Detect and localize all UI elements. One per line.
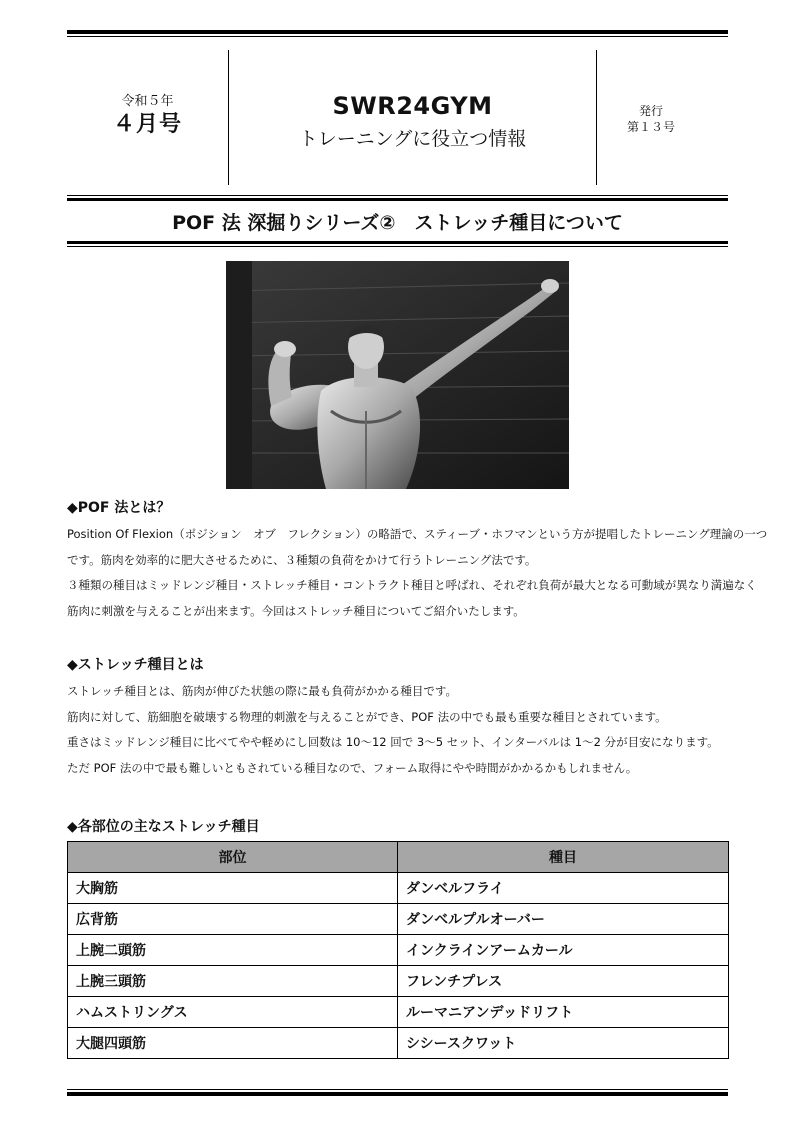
- newsletter-title: SWR24GYM: [332, 92, 493, 120]
- pof-paragraph: [67, 522, 768, 624]
- body-part-cell: 大腿四頭筋: [68, 1028, 398, 1059]
- pof-line: Position Of Flexion（ポジション オブ フレクション）の略語で、スティーブ・ホフマンという方が提唱したトレーニング理論の一つ: [67, 527, 768, 541]
- title-band-rule-2: [67, 198, 728, 201]
- article-title: POF 法 深掘りシリーズ② ストレッチ種目について: [172, 212, 623, 234]
- bodybuilder-photo: [226, 261, 569, 489]
- exercise-cell: インクラインアームカール: [398, 935, 729, 966]
- stretch-heading: ◆ストレッチ種目とは: [67, 657, 204, 673]
- stretch-paragraph: [67, 679, 732, 781]
- column-header-body-part: 部位: [68, 842, 398, 873]
- footer-rule-thick: [67, 1092, 728, 1096]
- table-row: [68, 935, 729, 966]
- exercise-cell: シシースクワット: [398, 1028, 729, 1059]
- table-row: [68, 966, 729, 997]
- body-part-cell: 上腕二頭筋: [68, 935, 398, 966]
- masthead: [229, 50, 596, 185]
- stretch-line: ストレッチ種目とは、筋肉が伸びた状態の際に最も負荷がかかる種目です。: [67, 684, 457, 698]
- stretch-line: 重さはミッドレンジ種目に比べてやや軽めにし回数は 10～12 回で 3～5 セット、インターバルは 1～2 分が目安になります。: [67, 735, 719, 749]
- title-band-rule-1: [67, 195, 728, 196]
- header-top-rule-thick: [67, 30, 728, 34]
- published-label: 発行: [638, 104, 663, 118]
- issue-date-box: [67, 50, 228, 185]
- issue-label: ４月号: [112, 112, 182, 137]
- exercise-cell: ダンベルプルオーバー: [398, 904, 729, 935]
- column-header-exercise: 種目: [398, 842, 729, 873]
- stretch-exercises-table: [67, 841, 729, 1059]
- table-header-row: [68, 842, 729, 873]
- table-heading: ◆各部位の主なストレッチ種目: [67, 819, 260, 835]
- era-label: 令和５年: [121, 94, 174, 109]
- pof-line: ３種類の種目はミッドレンジ種目・ストレッチ種目・コントラクト種目と呼ばれ、それぞれ負荷が最大となる可動域が異なり満遍なく: [67, 578, 757, 592]
- exercise-cell: ダンベルフライ: [398, 873, 729, 904]
- table-row: [68, 997, 729, 1028]
- table-row: [68, 904, 729, 935]
- body-part-cell: ハムストリングス: [68, 997, 398, 1028]
- publication-number-box: [597, 50, 705, 185]
- stretch-line: 筋肉に対して、筋細胞を破壊する物理的刺激を与えることができ、POF 法の中でも最も重要な種目とされています。: [67, 709, 667, 724]
- title-band-rule-3: [67, 241, 728, 244]
- table-row: [68, 1028, 729, 1059]
- newsletter-subtitle: トレーニングに役立つ情報: [298, 128, 527, 150]
- table-row: [68, 873, 729, 904]
- body-part-cell: 大胸筋: [68, 873, 398, 904]
- title-band-rule-4: [67, 246, 728, 247]
- body-part-cell: 上腕三頭筋: [68, 966, 398, 997]
- pof-line: です。筋肉を効率的に肥大させるために、３種類の負荷をかけて行うトレーニング法です。: [67, 552, 537, 567]
- pof-line: 筋肉に刺激を与えることが出来ます。今回はストレッチ種目についてご紹介いたします。: [67, 603, 525, 618]
- body-part-cell: 広背筋: [68, 904, 398, 935]
- header-top-rule-thin: [67, 36, 728, 37]
- issue-number: 第１３号: [626, 120, 675, 134]
- footer-rule-thin: [67, 1089, 728, 1090]
- stretch-line: ただ POF 法の中で最も難しいともされている種目なので、フォーム取得にやや時間がかかるかもしれません。: [67, 760, 638, 775]
- exercise-cell: ルーマニアンデッドリフト: [398, 997, 729, 1028]
- pof-heading: ◆POF 法とは？: [67, 500, 171, 516]
- exercise-cell: フレンチプレス: [398, 966, 729, 997]
